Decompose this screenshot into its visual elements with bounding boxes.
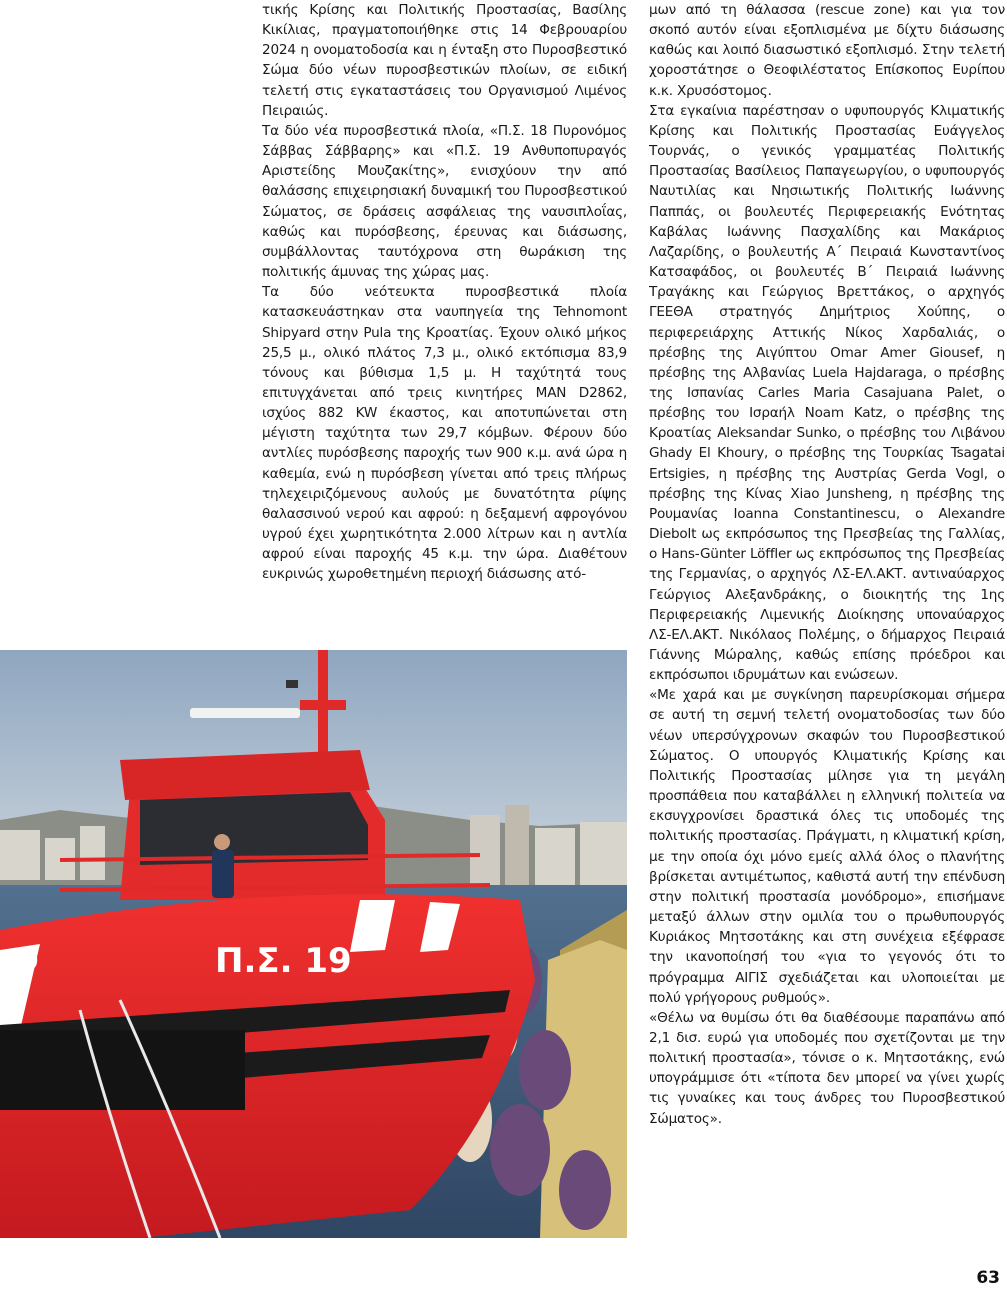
- article-column-right: [649, 0, 1005, 1129]
- paragraph: «Με χαρά και με συγκίνηση παρευρίσκομαι σήμερα σε αυτή τη σεμνή τελετή ονοματοδοσίας των δύο νέων υπερσύγχρονων σκαφών του Πυροσβεστικού Σώματος. Ο υπουργός Κλιματικής Κρίσης και Πολιτικής Προστασίας μίλησε για τη μεγάλη προσπάθεια που καταβάλλει η ελληνική πολιτεία να εκσυγχρονίσει δραστικά όλες τις υποδομές της πολιτικής προστασίας. Πράγματι, η κλιματική κρίση, με την οποία όχι μόνο εμείς αλλά όλος ο πλανήτης βρίσκεται αντιμέτωπος, καθιστά αυτή την επένδυση στην πολιτική προστασία μονόδρομο», επισήμανε μεταξύ άλλων στην ομιλία του ο πρωθυπουργός Κυριάκος Μητσοτάκης και στη συνέχεια εξέφρασε την ικανοποίησή του «για το γεγονός ότι το πρόγραμμα ΑΙΓΙΣ σχεδιάζεται και υλοποιείται με πολύ γρήγορους ρυθμούς».: [649, 687, 1005, 1006]
- fireboat-photo: [0, 650, 627, 1238]
- bow-number: 19: [0, 944, 39, 977]
- paragraph: Στα εγκαίνια παρέστησαν ο υφυπουργός Κλιματικής Κρίσης και Πολιτικής Προστασίας Ευάγγελος Τουρνάς, ο γενικός γραμματέας Πολιτικής Προστασίας Βασίλειος Παπαγεωργίου, ο υφυπουργός Ναυτιλίας και Νησιωτικής Πολιτικής Ιωάννης Παππάς, οι βουλευτές Περιφερειακής Ενότητας Καβάλας Ιωάννης Πασχαλίδης και Μακάριος Λαζαρίδης, ο βουλευτής Α΄ Πειραιά Κωνσταντίνος Κατσαφάδος, οι βουλευτές Β΄ Πειραιά Ιωάννης Τραγάκης και Γεώργιος Βρεττάκος, ο αρχηγός ΓΕΕΘΑ στρατηγός Δημήτριος Χούπης, ο περιφερειάρχης Αττικής Νίκος Χαρδαλιάς, ο πρέσβης της Αιγύπτου Omar Amer Giousef, η πρέσβης της Αλβανίας Luela Hajdaraga, ο πρέσβης της Ισπανίας Carles Maria Casajuana Palet, ο πρέσβης του Ισραήλ Noam Katz, ο πρέσβης της Κροατίας Aleksandar Sunko, ο πρέσβης του Λιβάνου Ghady El Khoury, ο πρέσβης της Τουρκίας Tsagatai Ertsigies, η πρέσβης της Αυστρίας Gerda Vogl, ο πρέσβης της Κίνας Xiao Junsheng, η πρέσβης της Ρουμανίας Ioanna Constantinescu, ο Alexandre Diebolt ως εκπρόσωπος της Πρεσβείας της Γαλλίας, ο Hans-Günter Löffler ως εκπρόσωπος της Πρεσβείας της Γερμανίας, ο αρχηγός ΛΣ-ΕΛ.ΑΚΤ. αντιναύαρχος Γεώργιος Αλεξανδράκης, ο διοικητής της 1ης Περιφερειακής Λιμενικής Διοίκησης υποναύαρχος ΛΣ-ΕΛ.ΑΚΤ. Νικόλαος Πολέμης, ο δήμαρχος Πειραιά Γιάννης Μώραλης, καθώς επίσης πρόεδροι και εκπρόσωποι ιδρυμάτων και ενώσεων.: [649, 102, 1005, 684]
- fireboat-illustration: [0, 650, 627, 1238]
- page-number: 63: [976, 1268, 1000, 1288]
- paragraph: Τα δύο νεότευκτα πυροσβεστικά πλοία κατασκευάστηκαν στα ναυπηγεία της Tehnomont Shipyard στην Pula της Κροατίας. Έχουν ολικό μήκος 25,5 μ., ολικό πλάτος 7,3 μ., ολικό εκτόπισμα 83,9 τόνους και βύθισμα 1,5 μ. Η ταχύτητά τους επιτυγχάνεται από τρεις κινητήρες MAN D2862, ισχύος 882 KW έκαστος, και αποτυπώνεται στη μέγιστη ταχύτητα των 29,7 κόμβων. Φέρουν δύο αντλίες πυρόσβεσης παροχής των 900 κ.μ. ανά ώρα η καθεμία, ενώ η πυρόσβεση γίνεται από τρεις πλήρως τηλεχειριζόμενους αυλούς με δυνατότητα ρίψης θαλασσινού νερού και αφρού: η δεξαμενή αφρογόνου υγρού έχει χωρητικότητα 2.000 λίτρων και η αντλία αφρού είναι παροχής 45 κ.μ. την ώρα. Διαθέτουν ευκρινώς χωροθετημένη περιοχή διάσωσης ατό-: [262, 284, 627, 583]
- hull-label: Π.Σ. 19: [215, 941, 352, 981]
- radar: [190, 708, 300, 718]
- article-column-left: [262, 0, 627, 585]
- paragraph: μων από τη θάλασσα (rescue zone) και για τον σκοπό αυτόν είναι εξοπλισμένα με δίχτυ διάσωσης καθώς και λοιπό διασωστικό εξοπλισμό. Στην τελετή χοροστάτησε ο Θεοφιλέστατος Επίσκοπος Ευρίπου κ.κ. Χρυσόστομος.: [649, 2, 1005, 99]
- paragraph: Τα δύο νέα πυροσβεστικά πλοία, «Π.Σ. 18 Πυρονόμος Σάββας Σάββαρης» και «Π.Σ. 19 Ανθυποπυραγός Αριστείδης Μουζακίτης», ενισχύουν την από θαλάσσης επιχειρησιακή δυναμική του Πυροσβεστικού Σώματος, σε δράσεις ασφάλειας της ναυσιπλοΐας, καθώς και πυρόσβεσης, έρευνας και διάσωσης, συμβάλλοντας ταυτόχρονα στη θωράκιση της πολιτικής άμυνας της χώρας μας.: [262, 122, 627, 281]
- paragraph: «Θέλω να θυμίσω ότι θα διαθέσουμε παραπάνω από 2,1 δισ. ευρώ για υποδομές που σχετίζονται με την πολιτική προστασία», τόνισε ο κ. Μητσοτάκης, ενώ υπογράμμισε ότι «τίποτα δεν μπορεί να γίνει χωρίς τις γυναίκες και τους άνδρες του Πυροσβεστικού Σώματος».: [649, 1009, 1005, 1127]
- paragraph: τικής Κρίσης και Πολιτικής Προστασίας, Βασίλης Κικίλιας, πραγματοποιήθηκε στις 14 Φεβρουαρίου 2024 η ονοματοδοσία και η ένταξη στο Πυροσβεστικό Σώμα δύο νέων πυροσβεστικών πλοίων, σε ειδική τελετή στις εγκαταστάσεις του Οργανισμού Λιμένος Πειραιώς.: [262, 2, 627, 119]
- black-bow-panel: [0, 1030, 245, 1110]
